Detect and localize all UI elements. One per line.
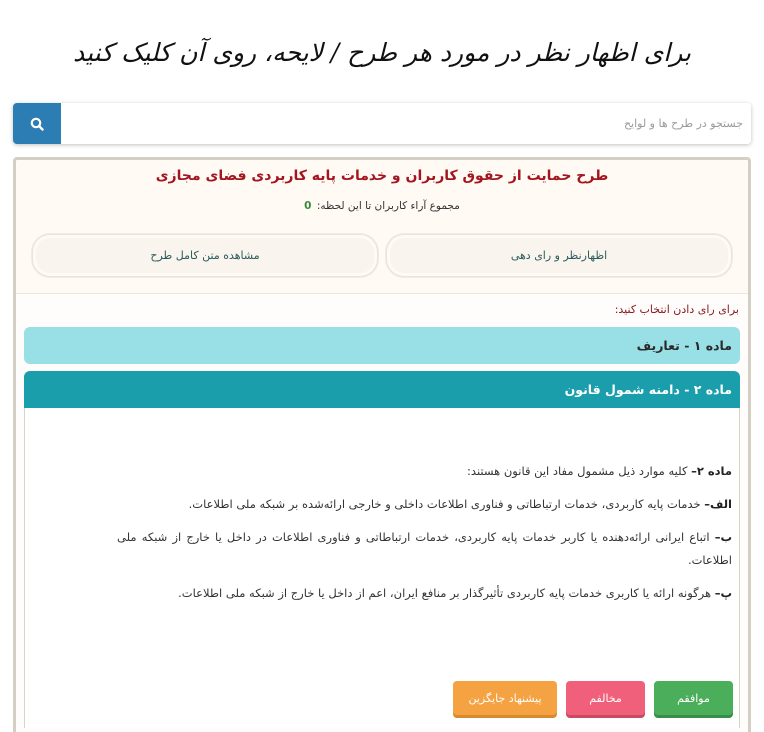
choose-label: برای رای دادن انتخاب کنید: bbox=[614, 303, 739, 316]
article-paragraph bbox=[117, 526, 732, 572]
view-full-text-button[interactable]: مشاهده متن کامل طرح bbox=[32, 234, 378, 277]
page-heading: برای اظهار نظر در مورد هر طرح / لایحه، روی آن کلیک کنید bbox=[73, 38, 691, 67]
paragraph-text: خدمات پایه کاربردی، خدمات ارتباطاتی و فناوری اطلاعات داخلی و خارجی ارائه‌شده بر شبکه ملی اطلاعات. bbox=[188, 497, 705, 511]
search-bar bbox=[13, 103, 751, 144]
accordion-article-2[interactable]: ماده ۲ - دامنه شمول قانون bbox=[24, 371, 740, 408]
paragraph-label: پ– bbox=[714, 586, 732, 600]
paragraph-text: کلیه موارد ذیل مشمول مفاد این قانون هستند: bbox=[467, 464, 692, 478]
search-button[interactable] bbox=[13, 103, 61, 144]
paragraph-label: ماده ۲– bbox=[691, 464, 732, 478]
search-icon bbox=[30, 117, 44, 131]
paragraph-label: ب– bbox=[714, 530, 732, 544]
voting-section bbox=[16, 294, 748, 732]
article-text bbox=[117, 460, 732, 615]
oppose-button[interactable]: مخالفم bbox=[566, 681, 645, 715]
plan-card bbox=[13, 157, 751, 732]
article-2-body bbox=[24, 408, 740, 728]
vote-total-label: مجموع آراء کاربران تا این لحظه: bbox=[316, 200, 460, 212]
agree-button[interactable]: موافقم bbox=[654, 681, 733, 715]
paragraph-label: الف– bbox=[704, 497, 732, 511]
vote-total-count: 0 bbox=[304, 200, 312, 212]
paragraph-text: اتباع ایرانی ارائه‌دهنده یا کاربر خدمات پایه کاربردی، خدمات ارتباطاتی و فناوری اطلاعات در داخل یا خارج از شبکه ملی اطلاعات. bbox=[117, 530, 732, 567]
article-paragraph bbox=[117, 493, 732, 516]
suggest-alternative-button[interactable]: پیشنهاد جایگزین bbox=[453, 681, 557, 715]
accordion-article-1[interactable]: ماده ۱ - تعاریف bbox=[24, 327, 740, 364]
article-paragraph bbox=[117, 582, 732, 605]
search-input[interactable] bbox=[61, 103, 751, 144]
article-paragraph bbox=[117, 460, 732, 483]
paragraph-text: هرگونه ارائه یا کاربری خدمات پایه کاربردی تأثیرگذار بر منافع ایران، اعم از داخل یا خارج از شبکه ملی اطلاعات. bbox=[178, 586, 715, 600]
comment-and-vote-button[interactable]: اظهارنظر و رای دهی bbox=[386, 234, 732, 277]
plan-title[interactable]: طرح حمایت از حقوق کاربران و خدمات پایه کاربردی فضای مجازی bbox=[155, 168, 609, 184]
vote-total bbox=[16, 200, 748, 212]
